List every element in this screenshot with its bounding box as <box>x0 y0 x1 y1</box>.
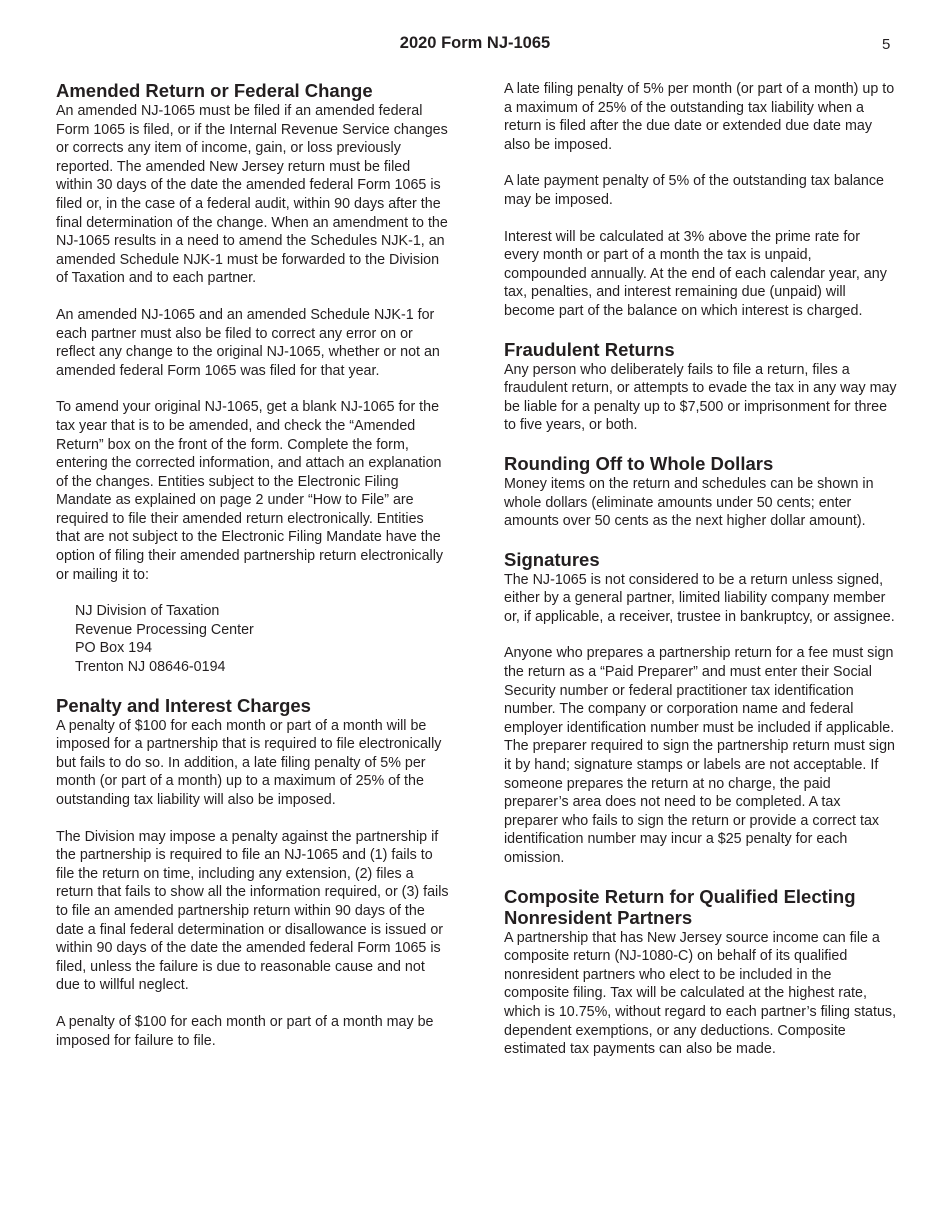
address-line: Revenue Processing Center <box>75 621 254 638</box>
paragraph: An amended NJ-1065 and an amended Schedule NJK-1 for each partner must also be filed to correct any error on or reflect any change to the original NJ-1065, whether or not an amended federal Form 1065 was filed for that year. <box>56 306 440 379</box>
section-signatures <box>504 549 898 868</box>
section-heading: Signatures <box>504 548 600 570</box>
page-number: 5 <box>882 36 891 53</box>
paragraph: The Division may impose a penalty against the partnership if the partnership is required to file an NJ-1065 and (1) fails to file the return on time, including any extension, (2) files a return that fails to show all the information required, or (3) fails to file an amended partnership return within 90 days of the date a final federal determination or disallowance is issued or within 90 days of the date the amended federal Form 1065 is filed, unless the failure is due to reasonable cause and not due to willful neglect. <box>56 828 449 994</box>
paragraph: To amend your original NJ-1065, get a blank NJ-1065 for the tax year that is to be amended, and check the “Amended Return” box on the front of the form. Complete the form, entering the corrected information, and attach an explanation of the changes. Entities subject to the Electronic Filing Mandate as explained on page 2 under “How to File” are required to file their amended return electronically. Entities that are not subject to the Electronic Filing Mandate have the option of filing their amended partnership return electronically or mailing it to: <box>56 399 444 583</box>
section-rounding <box>504 453 898 531</box>
paragraph: A partnership that has New Jersey source income can file a composite return (NJ-1080-C) on behalf of its qualified nonresident partners who elect to be included in the composite filing. Tax will be calculated at the highest rate, which is 10.75%, without regard to each partner’s filing status, dependent exemptions, or any deductions. Composite estimated tax payments can also be made. <box>504 929 897 1058</box>
section-fraudulent-returns <box>504 339 898 435</box>
section-heading: Rounding Off to Whole Dollars <box>504 452 774 474</box>
paragraph: The NJ-1065 is not considered to be a return unless signed, either by a general partner, limited liability company member or, if applicable, a receiver, trustee in bankruptcy, or assignee. <box>504 571 895 625</box>
paragraph: An amended NJ-1065 must be filed if an amended federal Form 1065 is filed, or if the Internal Revenue Service changes or corrects any item of income, gain, or loss previously reported. The amended New Jersey return must be filed within 30 days of the date the amended federal Form 1065 is filed or, in the case of a federal audit, within 90 days after the final determination of the change. When an amendment to the NJ-1065 results in a need to amend the Schedules NJK-1, an amended Schedule NJK-1 must be forwarded to the Division of Taxation and to each partner. <box>56 103 448 287</box>
section-heading: Composite Return for Qualified Electing Nonresident Partners <box>504 885 856 928</box>
section-penalty-interest <box>56 695 450 1051</box>
page-title: 2020 Form NJ-1065 <box>399 34 551 52</box>
address-line: NJ Division of Taxation <box>75 603 220 620</box>
paragraph: Interest will be calculated at 3% above the prime rate for every month or part of a month the tax is unpaid, compounded annually. At the end of each calendar year, any tax, penalties, and interest remaining due (unpaid) will become part of the balance on which interest is charged. <box>504 228 887 319</box>
section-penalty-continued <box>504 80 898 321</box>
paragraph: Anyone who prepares a partnership return for a fee must sign the return as a “Paid Preparer” and must enter their Social Security number or federal practitioner tax identification number. The company or corporation name and federal employer identification number must be included if applicable. The preparer required to sign the partnership return must sign it by hand; signature stamps or labels are not acceptable. If someone prepares the return at no charge, the paid preparer’s area does not need to be completed. A tax preparer who fails to sign the return or provide a correct tax identification number may incur a $25 penalty for each omission. <box>504 645 895 866</box>
address-line: Trenton NJ 08646-0194 <box>75 659 226 676</box>
section-composite-return <box>504 886 898 1059</box>
mailing-address <box>75 602 450 676</box>
paragraph: A penalty of $100 for each month or part of a month may be imposed for failure to file. <box>56 1013 434 1049</box>
section-amended-return <box>56 80 450 677</box>
right-column <box>504 80 898 1077</box>
section-heading: Amended Return or Federal Change <box>56 80 373 101</box>
paragraph: A late payment penalty of 5% of the outstanding tax balance may be imposed. <box>504 173 884 208</box>
paragraph: Money items on the return and schedules can be shown in whole dollars (eliminate amounts under 50 cents; enter amounts over 50 cents as the next higher dollar amount). <box>504 475 874 530</box>
address-line: PO Box 194 <box>75 640 153 657</box>
paragraph: Any person who deliberately fails to file a return, files a fraudulent return, or attempts to evade the tax in any way may be liable for a penalty up to $7,500 or imprisonment for three to five years, or both. <box>504 361 897 434</box>
paragraph: A penalty of $100 for each month or part of a month will be imposed for a partnership that is required to file electronically but fails to do so. In addition, a late filing penalty of 5% per month (or part of a month) up to a maximum of 25% of the outstanding tax liability will also be imposed. <box>56 717 442 808</box>
left-column <box>56 80 450 1068</box>
section-heading: Fraudulent Returns <box>504 338 675 360</box>
section-heading: Penalty and Interest Charges <box>56 694 311 716</box>
paragraph: A late filing penalty of 5% per month (or part of a month) up to a maximum of 25% of the outstanding tax liability when a return is filed after the due date or extended due date may also be imposed. <box>504 81 895 153</box>
